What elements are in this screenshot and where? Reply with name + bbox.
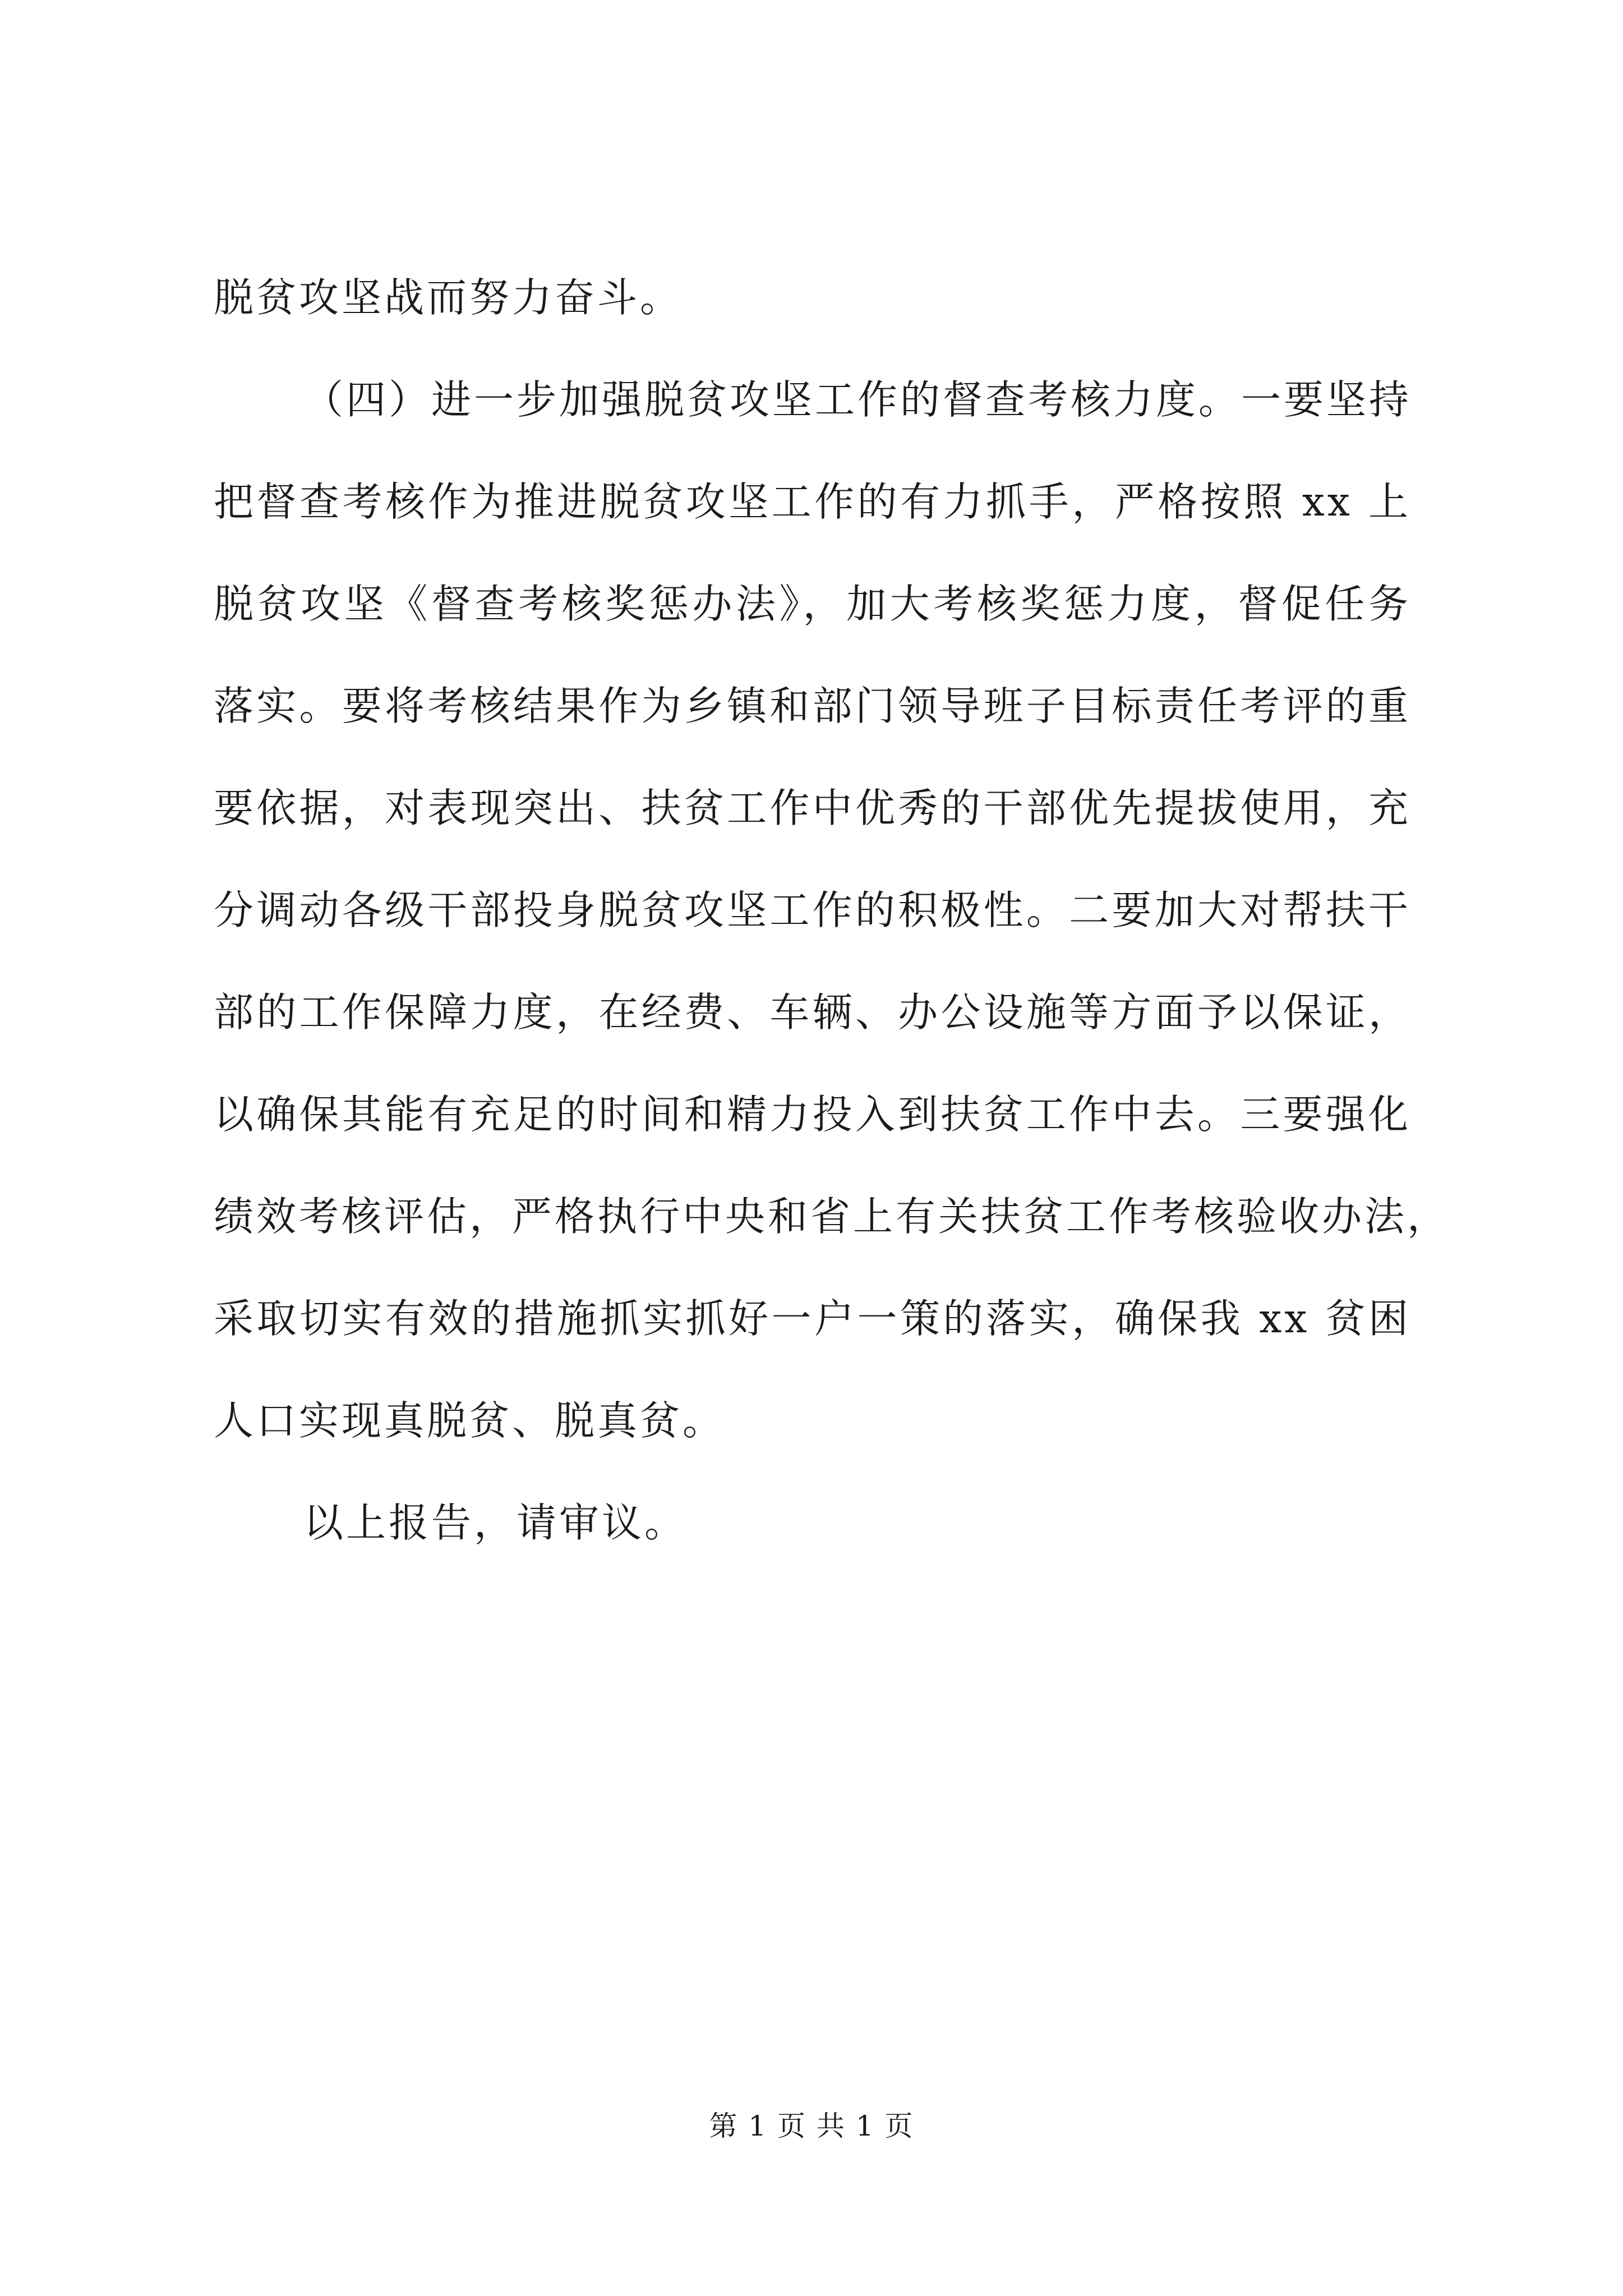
paragraph-line: 采取切实有效的措施抓实抓好一户一策的落实，确保我 xx 贫困 — [214, 1295, 1411, 1342]
paragraph-line: 落实。要将考核结果作为乡镇和部门领导班子目标责任考评的重 — [214, 683, 1411, 729]
paragraph-line: 脱贫攻坚战而努力奋斗。 — [214, 274, 683, 321]
paragraph-line: 以确保其能有充足的时间和精力投入到扶贫工作中去。三要强化 — [214, 1091, 1411, 1138]
paragraph-line: 绩效考核评估，严格执行中央和省上有关扶贫工作考核验收办法， — [214, 1193, 1450, 1240]
page-number-footer: 第 1 页 共 1 页 — [709, 2110, 914, 2142]
paragraph-line: 要依据，对表现突出、扶贫工作中优秀的干部优先提拔使用，充 — [214, 785, 1411, 831]
paragraph-line: 把督查考核作为推进脱贫攻坚工作的有力抓手，严格按照 xx 上 — [214, 478, 1411, 525]
paragraph-line: 分调动各级干部投身脱贫攻坚工作的积极性。二要加大对帮扶干 — [214, 887, 1411, 933]
paragraph-line: 人口实现真脱贫、脱真贫。 — [214, 1397, 726, 1444]
paragraph-line: （四）进一步加强脱贫攻坚工作的督查考核力度。一要坚持 — [303, 376, 1412, 423]
document-body — [214, 247, 1450, 1574]
paragraph-line: 脱贫攻坚《督查考核奖惩办法》，加大考核奖惩力度，督促任务 — [214, 581, 1411, 627]
closing-line: 以上报告，请审议。 — [303, 1499, 688, 1546]
paragraph-line: 部的工作保障力度，在经费、车辆、办公设施等方面予以保证， — [214, 989, 1411, 1036]
